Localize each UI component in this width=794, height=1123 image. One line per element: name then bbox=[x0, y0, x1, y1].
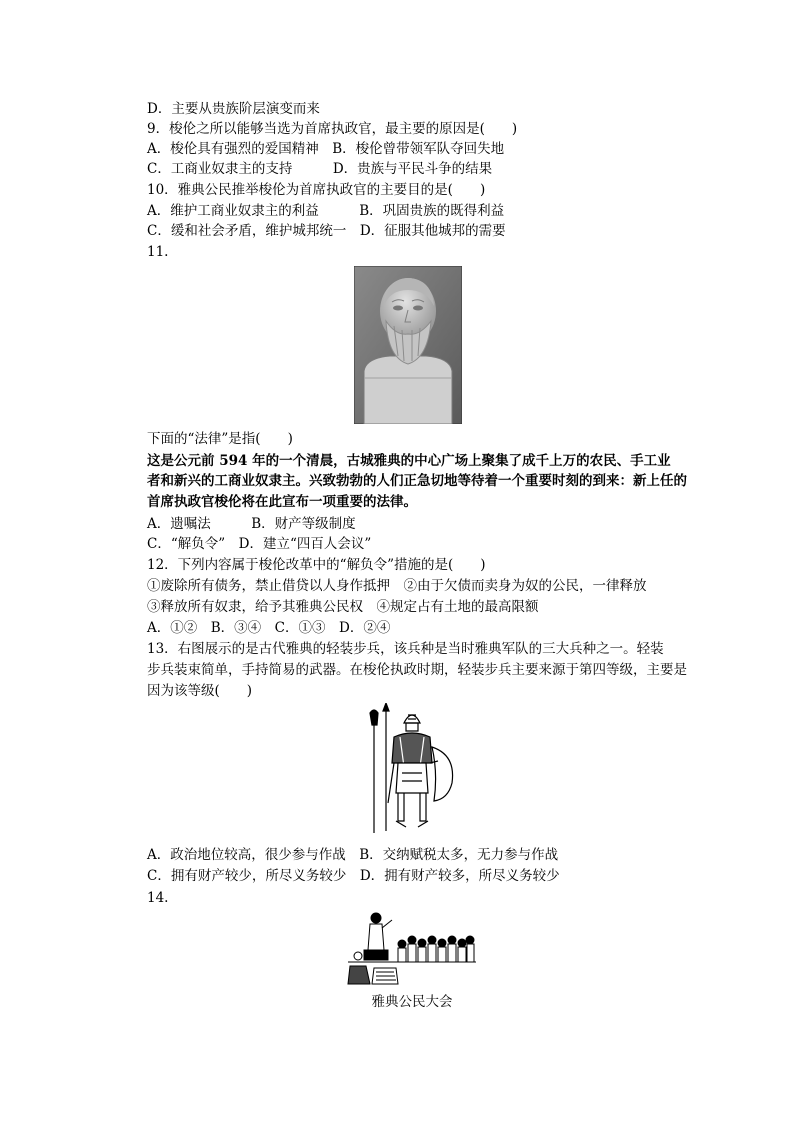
q10-options-ab: A．维护工商业奴隶主的利益 B．巩固贵族的既得利益 bbox=[147, 203, 505, 219]
q12-items-line-1: ①废除所有债务，禁止借贷以人身作抵押 ②由于欠债而卖身为奴的公民，一律释放 bbox=[147, 578, 647, 594]
solon-bust-photo bbox=[354, 266, 462, 424]
q13-options-ab: A．政治地位较高，很少参与作战 B．交纳赋税太多，无力参与作战 bbox=[147, 847, 559, 863]
q14-image-caption: 雅典公民大会 bbox=[371, 994, 453, 1010]
q13-stem-line-3: 因为该等级( ) bbox=[147, 683, 253, 699]
q13-options-cd: C．拥有财产较少，所尽义务较少 D．拥有财产较多，所尽义务较少 bbox=[147, 868, 560, 884]
q12-stem: 12．下列内容属于梭伦改革中的“解负令”措施的是( ) bbox=[147, 557, 486, 573]
q13-stem-line-2: 步兵装束简单，手持简易的武器。在梭伦执政时期，轻装步兵主要来源于第四等级，主要是 bbox=[147, 662, 687, 678]
q11-passage-line-3: 首席执政官梭伦将在此宣布一项重要的法律。 bbox=[147, 494, 417, 510]
q8-option-d: D．主要从贵族阶层演变而来 bbox=[147, 101, 320, 117]
q9-options-cd: C．工商业奴隶主的支持 D．贵族与平民斗争的结果 bbox=[147, 161, 493, 177]
q12-options: A．①② B．③④ C．①③ D．②④ bbox=[147, 620, 391, 636]
q14-number: 14. bbox=[147, 890, 169, 906]
assembly-drawing bbox=[346, 910, 478, 986]
q9-stem: 9．梭伦之所以能够当选为首席执政官，最主要的原因是( ) bbox=[147, 121, 518, 137]
q11-passage-line-1: 这是公元前 594 年的一个清晨，古城雅典的中心广场上聚集了成千上万的农民、手工业 bbox=[147, 453, 671, 469]
q11-options-ab: A．遗嘱法 B．财产等级制度 bbox=[147, 516, 356, 532]
q11-options-cd: C．“解负令” D．建立“四百人会议” bbox=[147, 536, 372, 552]
q9-options-ab: A．梭伦具有强烈的爱国精神 B．梭伦曾带领军队夺回失地 bbox=[147, 141, 505, 157]
q10-stem: 10．雅典公民推举梭伦为首席执政官的主要目的是( ) bbox=[147, 182, 486, 198]
q11-stem: 下面的“法律”是指( ) bbox=[147, 431, 293, 447]
q12-items-line-2: ③释放所有奴隶，给予其雅典公民权 ④规定占有土地的最高限额 bbox=[147, 599, 539, 615]
light-infantry-drawing bbox=[364, 703, 464, 837]
q11-passage-line-2: 者和新兴的工商业奴隶主。兴致勃勃的人们正急切地等待着一个重要时刻的到来：新上任的 bbox=[147, 473, 687, 489]
q10-options-cd: C．缓和社会矛盾，维护城邦统一 D．征服其他城邦的需要 bbox=[147, 223, 506, 239]
q13-stem-line-1: 13．右图展示的是古代雅典的轻装步兵，该兵种是当时雅典军队的三大兵种之一。轻装 bbox=[147, 641, 664, 657]
q11-number: 11. bbox=[147, 244, 169, 260]
